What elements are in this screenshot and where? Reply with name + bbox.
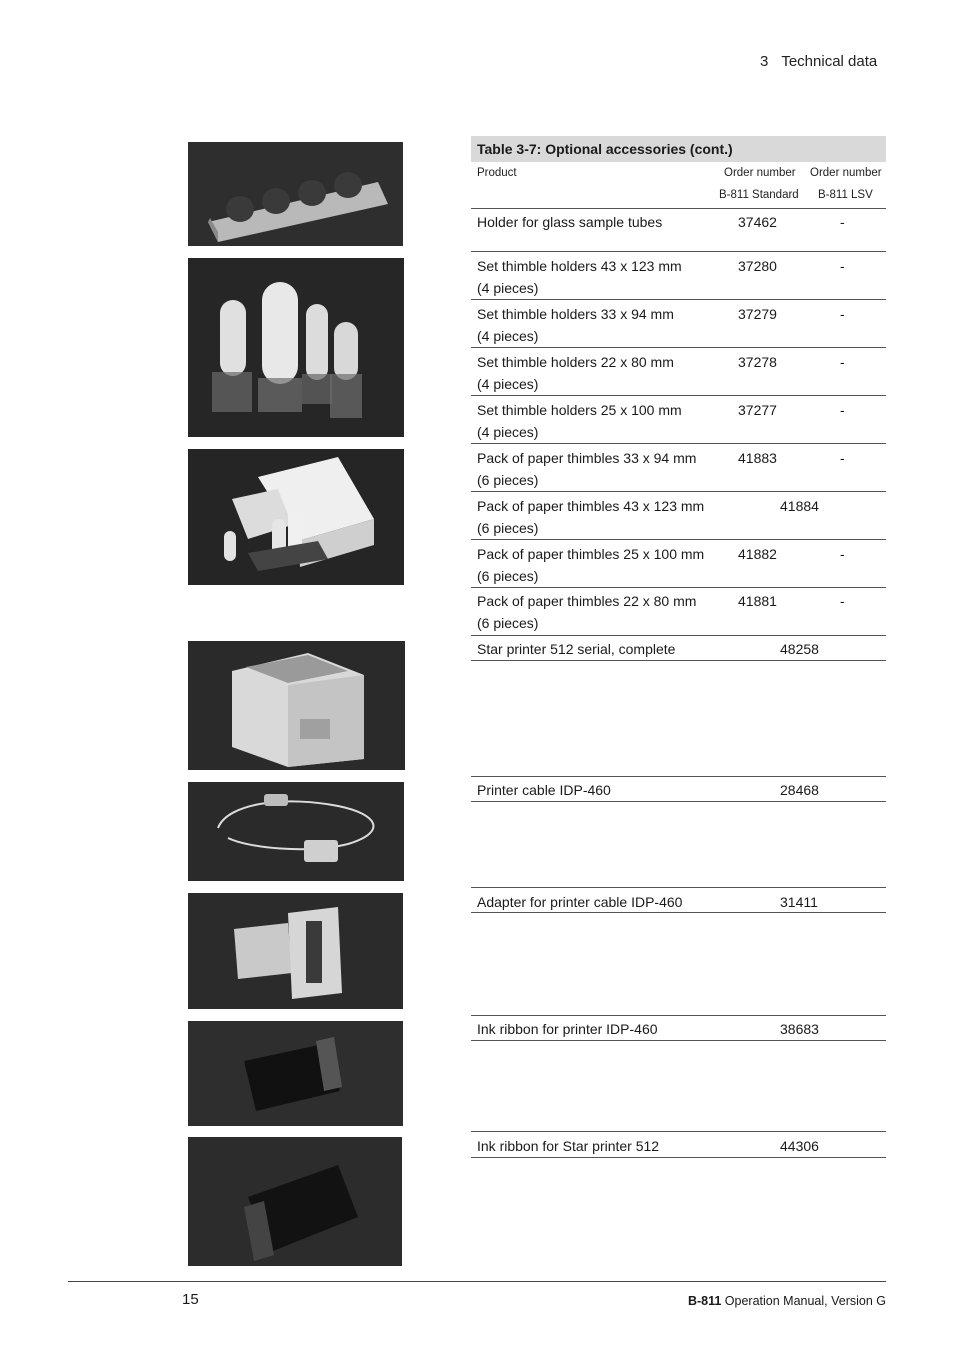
product-name: Holder for glass sample tubes <box>477 214 663 230</box>
order-standard: 37277 <box>738 402 777 418</box>
table-row <box>471 395 886 443</box>
order-number-both: 31411 <box>780 894 818 910</box>
column-order-standard-line2: B-811 Standard <box>719 189 799 201</box>
table-row <box>471 1131 886 1157</box>
photo-printer-cable <box>188 782 404 881</box>
photo-cable-adapter <box>188 893 403 1009</box>
order-lsv: - <box>840 214 845 230</box>
table-row <box>471 207 886 251</box>
order-number-both: 28468 <box>780 782 819 798</box>
accessories-table <box>471 136 886 209</box>
product-name: Set thimble holders 25 x 100 mm (4 pieces) <box>477 402 682 440</box>
footer-document-title <box>688 1294 886 1308</box>
column-order-lsv-line2: B-811 LSV <box>818 189 873 201</box>
column-order-standard-line1: Order number <box>724 167 796 179</box>
order-standard: 41883 <box>738 450 777 466</box>
table-row <box>471 539 886 587</box>
order-lsv: - <box>840 258 845 274</box>
product-name: Set thimble holders 22 x 80 mm (4 pieces) <box>477 354 674 392</box>
order-number-both: 48258 <box>780 641 819 657</box>
table-row <box>471 586 886 634</box>
footer-manual: Operation Manual, Version G <box>724 1294 886 1308</box>
product-name: Set thimble holders 43 x 123 mm (4 pieces) <box>477 258 682 296</box>
column-product: Product <box>477 167 517 179</box>
product-name: Ink ribbon for printer IDP-460 <box>477 1021 658 1037</box>
table-row <box>471 887 886 913</box>
order-lsv: - <box>840 450 845 466</box>
footer-model: B-811 <box>687 1294 722 1308</box>
table-row <box>471 1014 886 1040</box>
order-lsv: - <box>840 546 845 562</box>
product-name: Ink ribbon for Star printer 512 <box>477 1138 660 1154</box>
chapter-title: Technical data <box>781 53 878 70</box>
order-number-both: 44306 <box>780 1138 819 1154</box>
photo-ink-ribbon-idp <box>188 1021 403 1126</box>
order-lsv: - <box>840 306 845 322</box>
product-name: Set thimble holders 33 x 94 mm (4 pieces) <box>477 306 674 344</box>
order-number-both: 38683 <box>780 1021 819 1037</box>
table-row <box>471 299 886 347</box>
order-number-both: 41884 <box>780 498 819 514</box>
order-standard: 41882 <box>738 546 777 562</box>
product-name: Pack of paper thimbles 33 x 94 mm (6 pieces) <box>477 450 697 488</box>
product-name: Pack of paper thimbles 22 x 80 mm (6 pieces) <box>477 593 697 631</box>
table-title: Table 3-7: Optional accessories (cont.) <box>471 136 886 162</box>
footer-divider <box>68 1281 886 1282</box>
order-standard: 37462 <box>738 214 777 230</box>
order-standard: 41881 <box>738 593 777 609</box>
running-header <box>760 53 877 70</box>
table-row <box>471 347 886 395</box>
product-name: Printer cable IDP-460 <box>477 782 611 798</box>
row-divider <box>471 1040 886 1041</box>
table-row <box>471 443 886 491</box>
photo-thimble-holders <box>188 258 404 437</box>
table-row <box>471 775 886 801</box>
column-order-lsv-line1: Order number <box>810 167 882 179</box>
page-number: 15 <box>182 1291 199 1308</box>
table-row <box>471 634 886 660</box>
chapter-number: 3 <box>760 53 769 70</box>
row-divider <box>471 912 886 913</box>
row-divider <box>471 801 886 802</box>
photo-ink-ribbon-star <box>188 1137 402 1266</box>
row-divider <box>471 660 886 661</box>
product-name: Pack of paper thimbles 25 x 100 mm (6 pieces) <box>477 546 705 584</box>
order-standard: 37279 <box>738 306 777 322</box>
product-name: Star printer 512 serial, complete <box>477 641 676 657</box>
photo-sample-tube-holder <box>188 142 403 246</box>
product-name: Pack of paper thimbles 43 x 123 mm (6 pieces) <box>477 498 705 536</box>
order-standard: 37280 <box>738 258 777 274</box>
row-divider <box>471 1157 886 1158</box>
table-row <box>471 251 886 299</box>
order-lsv: - <box>840 402 845 418</box>
table-column-headers <box>471 162 886 209</box>
order-lsv: - <box>840 354 845 370</box>
photo-star-printer <box>188 641 405 770</box>
order-lsv: - <box>840 593 845 609</box>
order-standard: 37278 <box>738 354 777 370</box>
table-row <box>471 491 886 539</box>
photo-paper-thimbles-box <box>188 449 404 585</box>
product-name: Adapter for printer cable IDP-460 <box>477 894 683 910</box>
